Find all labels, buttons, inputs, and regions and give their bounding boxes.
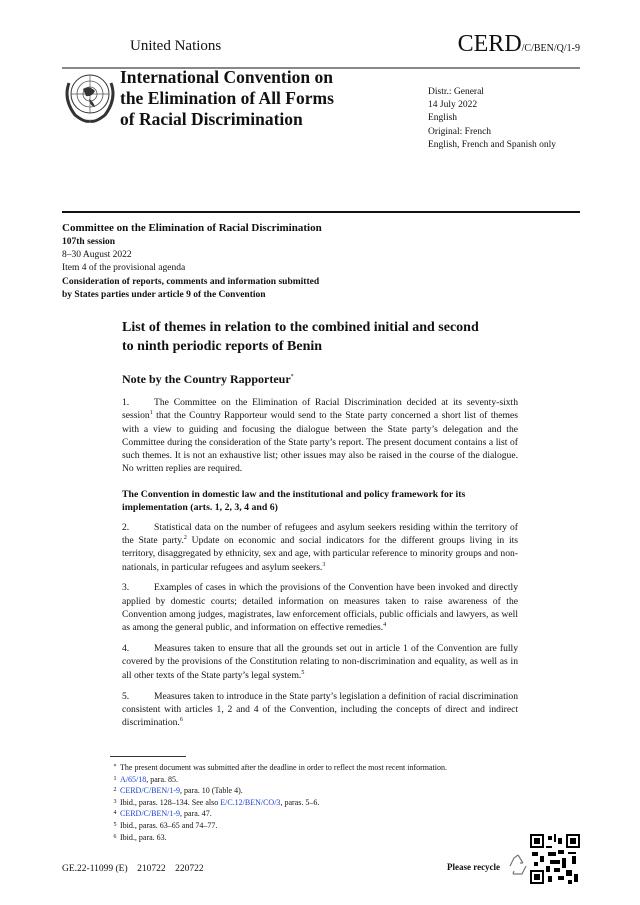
footnote-mark: 6 — [113, 833, 117, 840]
footnote — [110, 797, 447, 809]
job-number: GE.22-11099 (E) 210722 220722 — [62, 864, 204, 874]
footnote-mark: 1 — [113, 775, 117, 782]
footnote-ref[interactable]: * — [290, 374, 294, 380]
section-rule — [62, 211, 580, 213]
footnote-link[interactable]: CERD/C/BEN/1-9 — [120, 809, 181, 819]
document-title — [122, 318, 522, 356]
footnote-text: , para. 47. — [180, 809, 212, 819]
qr-code-icon[interactable] — [530, 834, 580, 884]
footnote — [110, 785, 447, 797]
footnote-link[interactable]: E/C.12/BEN/CO/3 — [220, 797, 281, 807]
footnote-mark: 2 — [113, 787, 117, 794]
org-name: United Nations — [130, 38, 222, 54]
convention-title — [120, 67, 334, 130]
footnote-ref[interactable]: 2 — [183, 534, 187, 541]
document-symbol — [458, 31, 580, 58]
paragraph-text: The Committee on the Elimination of Racial Discrimination decided at its seventy-sixth session — [122, 397, 518, 422]
paragraph-3 — [122, 581, 518, 634]
footnote-mark: 4 — [113, 810, 117, 817]
paragraph-2 — [122, 521, 518, 574]
footnote — [110, 820, 447, 832]
footnote-mark: * — [113, 764, 117, 770]
paragraph-text: Examples of cases in which the provisions of the Convention have been invoked and directly applied by domestic courts; detailed information on measures taken to raise awareness of the Convention among judges, magistrates, law enforcement officials, public officials and lawyers, as well as among the general public, and information on effective remedies. — [122, 582, 518, 634]
date-line: 14 July 2022 — [428, 100, 478, 111]
footnotes — [110, 762, 447, 843]
footnote-text: , para. 10 (Table 4). — [180, 786, 243, 796]
symbol-suffix: /C/BEN/Q/1-9 — [521, 43, 580, 54]
footnote-text: , para. 85. — [146, 774, 178, 784]
agenda-title: Consideration of reports, comments and information submitted — [62, 276, 320, 287]
title-line: International Convention on — [120, 67, 333, 87]
original-line: Original: French — [428, 126, 492, 137]
paragraph-number: 2. — [122, 521, 130, 533]
footnote-text: Ibid., paras. 63–65 and 74–77. — [120, 820, 218, 830]
section-heading — [122, 488, 518, 514]
paragraph-4 — [122, 642, 518, 682]
un-emblem-icon — [63, 69, 117, 123]
footnote-ref[interactable]: 5 — [301, 669, 305, 676]
footnote — [110, 774, 447, 786]
paragraph-number: 5. — [122, 690, 130, 702]
paragraph-number: 4. — [122, 643, 130, 655]
footnote-mark: 5 — [113, 821, 117, 828]
footnote-ref[interactable]: 6 — [179, 716, 183, 723]
footnote — [110, 832, 447, 844]
distr-line: Distr.: General — [428, 87, 484, 97]
agenda-item: Item 4 of the provisional agenda — [62, 263, 186, 274]
doc-title-line: to ninth periodic reports of Benin — [122, 339, 323, 354]
footnote-text: , paras. 5–6. — [280, 797, 320, 807]
footnote-ref[interactable]: 1 — [149, 410, 153, 417]
distribution-info — [428, 86, 556, 152]
paragraph-number: 1. — [122, 397, 130, 408]
symbol-main: CERD — [457, 31, 522, 57]
footnote-link[interactable]: CERD/C/BEN/1-9 — [120, 786, 181, 796]
footnote-ref[interactable]: 3 — [322, 561, 326, 568]
paragraph-text: Measures taken to ensure that all the grounds set out in article 1 of the Convention are fully covered by the provisions of the Constitution relating to non-discrimination and equality, as well as in all other texts of the State party’s legal system. — [122, 643, 518, 681]
paragraph-text: Measures taken to introduce in the State party’s legislation a definition of racial discrimination consistent with articles 1, 2 and 4 of the Convention, including the concepts of direct and indirect discrimination. — [122, 690, 518, 729]
footnote-text: Ibid., para. 63. — [120, 832, 167, 842]
heading-line: implementation (arts. 1, 2, 3, 4 and 6) — [122, 501, 278, 513]
recycle-text: Please recycle — [447, 862, 501, 872]
doc-title-line: List of themes in relation to the combined initial and second — [122, 320, 479, 335]
footnote — [110, 808, 447, 820]
paragraph-1 — [122, 396, 518, 476]
language-line: English — [428, 113, 458, 124]
session-dates: 8–30 August 2022 — [62, 250, 132, 261]
recycle-icon — [505, 852, 531, 878]
footnote-ref[interactable]: 4 — [383, 622, 387, 629]
footnote-text: Ibid., paras. 128–134. See also — [120, 797, 221, 807]
document-body — [122, 396, 518, 737]
paragraph-text: Update on economic and social indicators for the different groups living in its territory, disaggregated by ethnicity, sex and age, with particular reference to minority groups and non-nationals, in particular refugees and asylum seekers. — [122, 535, 519, 573]
footnote — [110, 762, 447, 774]
footnote-link[interactable]: A/65/18 — [120, 774, 147, 784]
session: 107th session — [62, 237, 116, 247]
note-heading — [122, 372, 294, 387]
languages-line: English, French and Spanish only — [428, 139, 556, 150]
title-line: the Elimination of All Forms — [120, 88, 334, 108]
title-line: of Racial Discrimination — [120, 109, 303, 129]
committee-block — [62, 221, 322, 302]
footnote-text: The present document was submitted after the deadline in order to reflect the most recent information. — [120, 763, 447, 772]
paragraph-5 — [122, 690, 518, 730]
committee-name: Committee on the Elimination of Racial Discrimination — [62, 222, 322, 234]
note-heading-text: Note by the Country Rapporteur — [122, 372, 291, 386]
footnote-rule — [110, 756, 186, 757]
heading-line: The Convention in domestic law and the institutional and policy framework for its — [122, 488, 466, 500]
paragraph-number: 3. — [122, 582, 130, 594]
paragraph-text: Statistical data on the number of refugees and asylum seekers residing within the territory of the State party. — [122, 521, 518, 547]
paragraph-text: that the Country Rapporteur would send to the State party concerned a short list of themes with a view to guiding and focusing the dialogue between the State party’s delegation and the Committee during the consideration of the State party’s report. The present document contains a list of such themes. It is not an exhaustive list; other issues may also be raised in the course of the dialogue. No written replies are required. — [122, 410, 518, 475]
agenda-title: by States parties under article 9 of the Convention — [62, 289, 266, 300]
footnote-mark: 3 — [113, 798, 117, 805]
